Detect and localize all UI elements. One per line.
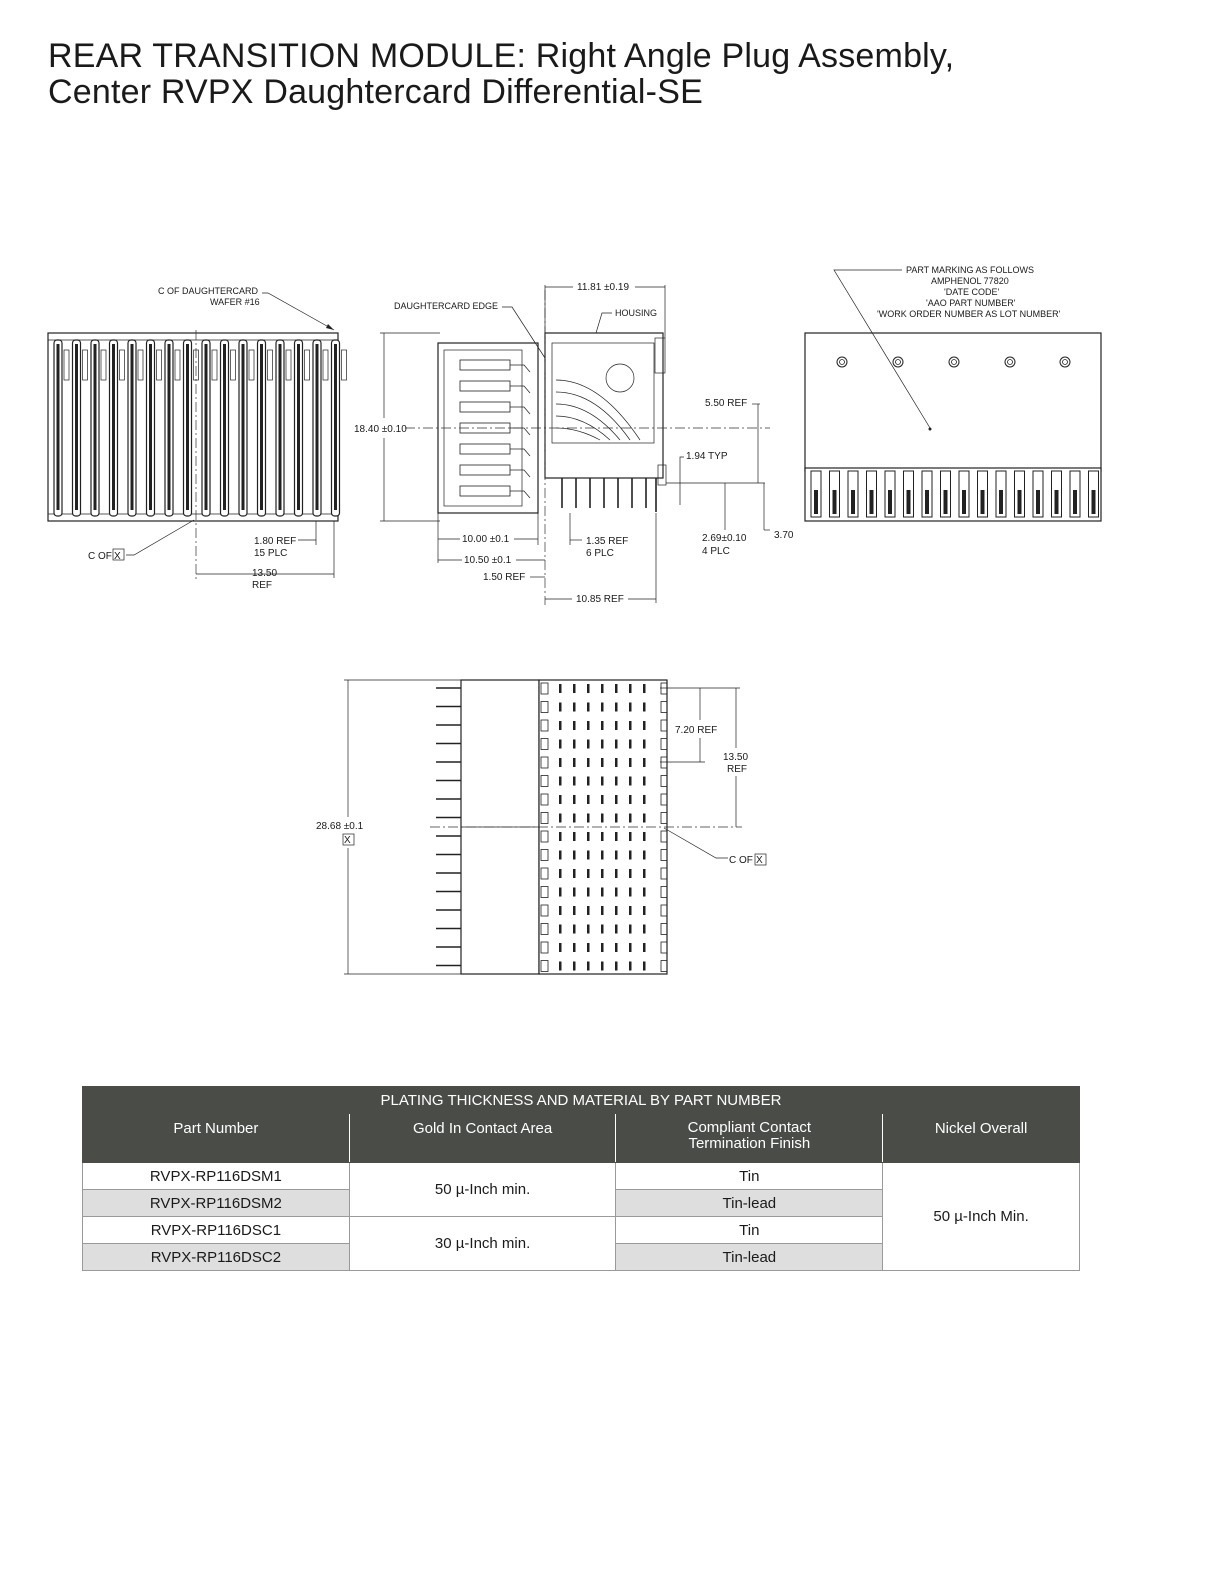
comb-blade-core [279, 344, 282, 510]
width-label-1: 13.50 [252, 568, 278, 579]
dim-1-50: 1.50 REF [483, 572, 526, 583]
title-line-2: Center RVPX Daughtercard Differential-SE [48, 73, 703, 111]
part-number-cell: RVPX-RP116DSC2 [83, 1244, 350, 1271]
contact-dot [587, 851, 590, 860]
contact-dot [573, 703, 576, 712]
contact-dot [573, 943, 576, 952]
contact-dot [573, 721, 576, 730]
contact-tooth-core [962, 490, 966, 514]
contact-dot [615, 740, 618, 749]
contact-dot [587, 925, 590, 934]
dim-10-85: 10.85 REF [576, 594, 624, 605]
contact-tooth-core [1092, 490, 1096, 514]
comb-blade-core [242, 344, 245, 510]
contact-tooth-core [1018, 490, 1022, 514]
contact-dot [629, 869, 632, 878]
contact-dot [573, 869, 576, 878]
gold-cell: 50 µ-Inch min. [349, 1163, 616, 1217]
side-view [354, 282, 794, 605]
part-number-cell: RVPX-RP116DSM1 [83, 1163, 350, 1190]
daughtercard-edge-label: DAUGHTERCARD EDGE [394, 301, 499, 311]
contact-dot [559, 721, 562, 730]
contact-dot [587, 888, 590, 897]
contact-dot [643, 888, 646, 897]
contact-dot [643, 851, 646, 860]
header-compliant [616, 1114, 883, 1163]
contact-dot [559, 888, 562, 897]
contact-dot [629, 758, 632, 767]
contact-dot [629, 777, 632, 786]
comb-blade-core [57, 344, 60, 510]
nickel-cell: 50 µ-Inch Min. [883, 1163, 1080, 1271]
housing-label: HOUSING [615, 308, 658, 318]
marking-line-5: 'WORK ORDER NUMBER AS LOT NUMBER' [877, 309, 1061, 319]
contact-dot [573, 777, 576, 786]
contact-dot [559, 777, 562, 786]
contact-tooth-core [1073, 490, 1077, 514]
width-label-2: REF [252, 580, 272, 591]
plating-table [82, 1086, 1080, 1271]
contact-dot [587, 684, 590, 693]
contact-tooth-core [907, 490, 911, 514]
bottom-datum-x-2: X [756, 855, 763, 866]
header-compliant-1: Compliant Contact [687, 1119, 812, 1136]
dim-7-20: 7.20 REF [675, 725, 718, 736]
finish-cell: Tin-lead [616, 1244, 883, 1271]
contact-dot [601, 962, 604, 971]
contact-dot [629, 721, 632, 730]
contact-dot [559, 869, 562, 878]
contact-dot [573, 740, 576, 749]
dim-18-40: 18.40 ±0.10 [354, 424, 407, 435]
contact-dot [615, 684, 618, 693]
contact-dot [629, 925, 632, 934]
contact-dot [629, 703, 632, 712]
contact-dot [573, 962, 576, 971]
contact-dot [587, 832, 590, 841]
contact-dot [643, 962, 646, 971]
contact-dot [573, 906, 576, 915]
contact-dot [643, 814, 646, 823]
dim-1-35-1: 1.35 REF [586, 536, 629, 547]
contact-dot [643, 684, 646, 693]
header-part-number: Part Number [83, 1114, 350, 1163]
contact-dot [559, 851, 562, 860]
table-row [83, 1163, 1080, 1190]
contact-dot [629, 832, 632, 841]
contact-dot [615, 962, 618, 971]
contact-dot [615, 832, 618, 841]
contact-dot [559, 795, 562, 804]
wafer-label-2: WAFER #16 [210, 297, 260, 307]
marking-line-3: 'DATE CODE' [944, 287, 1000, 297]
contact-dot [587, 962, 590, 971]
contact-dot [615, 703, 618, 712]
contact-dot [629, 851, 632, 860]
right-view-body [805, 333, 1101, 471]
contact-dot [629, 795, 632, 804]
contact-dot [615, 869, 618, 878]
contact-dot [615, 777, 618, 786]
contact-dot [587, 943, 590, 952]
comb-blade-core [131, 344, 134, 510]
dim-1-94: 1.94 TYP [686, 451, 728, 462]
contact-dot [643, 795, 646, 804]
comb-blade-core [223, 344, 226, 510]
contact-dot [587, 869, 590, 878]
contact-tooth-core [851, 490, 855, 514]
contact-dot [573, 795, 576, 804]
contact-dot [615, 943, 618, 952]
contact-dot [629, 888, 632, 897]
contact-tooth-core [981, 490, 985, 514]
contact-dot [615, 906, 618, 915]
finish-cell: Tin-lead [616, 1190, 883, 1217]
contact-dot [573, 851, 576, 860]
contact-dot [587, 777, 590, 786]
header-compliant-2: Termination Finish [688, 1135, 811, 1152]
contact-dot [615, 888, 618, 897]
dim-2-69-2: 4 PLC [702, 546, 730, 557]
marking-line-1: PART MARKING AS FOLLOWS [906, 265, 1035, 275]
wafer-label-1: C OF DAUGHTERCARD [158, 286, 259, 296]
contact-dot [573, 888, 576, 897]
left-center-of-label: C OF [88, 551, 112, 562]
side-pins [562, 478, 656, 512]
contact-dot [615, 758, 618, 767]
contact-dot [643, 777, 646, 786]
contact-dot [559, 684, 562, 693]
comb-blade-core [112, 344, 115, 510]
comb-blade-core [75, 344, 78, 510]
contact-dot [587, 721, 590, 730]
contact-dot [601, 795, 604, 804]
contact-dot [615, 925, 618, 934]
comb-blade-core [316, 344, 319, 510]
contact-dot [601, 703, 604, 712]
contact-dot [643, 925, 646, 934]
comb-blade-core [334, 344, 337, 510]
contact-dot [573, 684, 576, 693]
contact-dot [615, 814, 618, 823]
contact-tooth-core [925, 490, 929, 514]
contact-dot [629, 943, 632, 952]
contact-tooth-core [944, 490, 948, 514]
contact-dot [573, 832, 576, 841]
dim-10-00: 10.00 ±0.1 [462, 534, 510, 545]
contact-dot [643, 703, 646, 712]
dim-3-70: 3.70 [774, 530, 794, 541]
contact-dot [559, 906, 562, 915]
contact-tooth-core [833, 490, 837, 514]
dim-13-50-1: 13.50 [723, 752, 749, 763]
contact-dot [601, 869, 604, 878]
contact-dot [615, 851, 618, 860]
left-view [48, 286, 347, 591]
contact-dot [587, 703, 590, 712]
contact-dot [643, 943, 646, 952]
contact-dot [629, 684, 632, 693]
bottom-center-of-label: C OF [729, 855, 753, 866]
contact-dot [629, 740, 632, 749]
contact-dot [643, 906, 646, 915]
contact-tooth-core [888, 490, 892, 514]
contact-dot [573, 814, 576, 823]
dim-5-50: 5.50 REF [705, 398, 748, 409]
contact-dot [601, 721, 604, 730]
side-housing [545, 333, 663, 478]
contact-dot [601, 684, 604, 693]
contact-dot [601, 758, 604, 767]
comb-blade-core [94, 344, 97, 510]
contact-tooth-core [1036, 490, 1040, 514]
contact-dot [643, 740, 646, 749]
contact-dot [601, 888, 604, 897]
marking-line-4: 'AAO PART NUMBER' [926, 298, 1016, 308]
contact-dot [601, 925, 604, 934]
contact-dot [587, 906, 590, 915]
contact-tooth-core [1055, 490, 1059, 514]
comb-blade-core [149, 344, 152, 510]
contact-tooth-core [999, 490, 1003, 514]
bottom-datum-x: X [344, 835, 351, 846]
contact-dot [559, 925, 562, 934]
contact-dot [601, 851, 604, 860]
right-view [805, 265, 1101, 521]
contact-dot [573, 925, 576, 934]
contact-dot [615, 721, 618, 730]
left-datum-x: X [114, 551, 121, 562]
contact-dot [559, 703, 562, 712]
part-number-cell: RVPX-RP116DSC1 [83, 1217, 350, 1244]
contact-dot [559, 814, 562, 823]
pitch-label-1: 1.80 REF [254, 536, 297, 547]
finish-cell: Tin [616, 1217, 883, 1244]
contact-dot [629, 814, 632, 823]
contact-dot [587, 814, 590, 823]
gold-cell: 30 µ-Inch min. [349, 1217, 616, 1271]
contact-tooth-core [870, 490, 874, 514]
contact-dot [601, 832, 604, 841]
contact-dot [559, 962, 562, 971]
contact-dot [559, 943, 562, 952]
contact-dot [629, 906, 632, 915]
table-caption: PLATING THICKNESS AND MATERIAL BY PART NUMBER [83, 1087, 1080, 1114]
contact-dot [601, 906, 604, 915]
marking-line-2: AMPHENOL 77820 [931, 276, 1009, 286]
dim-11-81: 11.81 ±0.19 [577, 282, 630, 293]
contact-dot [559, 758, 562, 767]
contact-dot [629, 962, 632, 971]
dim-2-69-1: 2.69±0.10 [702, 533, 747, 544]
contact-dot [601, 777, 604, 786]
comb-blade-core [260, 344, 263, 510]
contact-dot [587, 740, 590, 749]
header-nickel: Nickel Overall [883, 1114, 1080, 1163]
comb-blade-core [205, 344, 208, 510]
contact-dot [601, 740, 604, 749]
header-gold: Gold In Contact Area [349, 1114, 616, 1163]
bottom-view [316, 680, 766, 974]
contact-tooth-core [814, 490, 818, 514]
contact-dot [615, 795, 618, 804]
finish-cell: Tin [616, 1163, 883, 1190]
contact-dot [601, 943, 604, 952]
comb-blade-core [168, 344, 171, 510]
contact-dot [643, 758, 646, 767]
dim-1-35-2: 6 PLC [586, 548, 614, 559]
comb-blade-core [186, 344, 189, 510]
contact-dot [559, 740, 562, 749]
dim-10-50: 10.50 ±0.1 [464, 555, 512, 566]
pitch-label-2: 15 PLC [254, 548, 288, 559]
contact-dot [643, 721, 646, 730]
contact-dot [559, 832, 562, 841]
dim-28-68: 28.68 ±0.1 [316, 821, 364, 832]
part-number-cell: RVPX-RP116DSM2 [83, 1190, 350, 1217]
contact-dot [643, 869, 646, 878]
comb-window [342, 350, 347, 380]
dim-13-50-2: REF [727, 764, 747, 775]
title-line-1: REAR TRANSITION MODULE: Right Angle Plug Assembly, [48, 37, 955, 75]
contact-dot [601, 814, 604, 823]
contact-dot [587, 795, 590, 804]
comb-blade-core [297, 344, 300, 510]
contact-dot [587, 758, 590, 767]
contact-dot [643, 832, 646, 841]
contact-dot [573, 758, 576, 767]
